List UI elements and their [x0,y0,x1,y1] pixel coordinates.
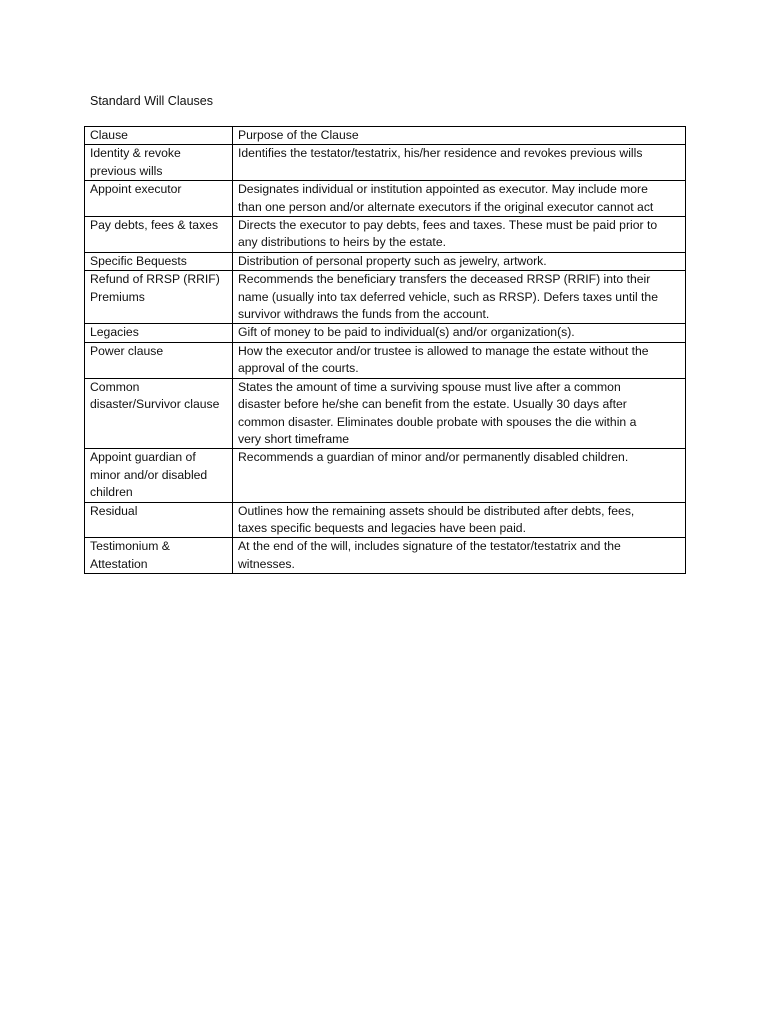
clause-cell [85,145,233,181]
purpose-line: At the end of the will, includes signature of the testator/testatrix and the [238,539,621,554]
purpose-cell [233,324,686,342]
table-row [85,217,686,253]
table-row [85,271,686,324]
clause-cell [85,502,233,538]
purpose-cell [233,342,686,378]
purpose-line: witnesses. [238,556,295,571]
purpose-cell [233,271,686,324]
purpose-line: Recommends the beneficiary transfers the deceased RRSP (RRIF) into their [238,272,651,287]
clause-line: Power clause [90,343,164,358]
clause-line: Testimonium & [90,539,170,554]
table-row [85,252,686,270]
purpose-line: name (usually into tax deferred vehicle, such as RRSP). Defers taxes until the [238,289,658,304]
clause-cell [85,217,233,253]
clause-cell [85,449,233,502]
clause-cell [85,252,233,270]
purpose-cell [233,449,686,502]
clause-line: Specific Bequests [90,253,187,268]
purpose-cell [233,252,686,270]
clause-line: previous wills [90,163,163,178]
clause-line: Legacies [90,325,139,340]
clause-line: Refund of RRSP (RRIF) [90,272,220,287]
document-title: Standard Will Clauses [90,94,213,108]
table-row [85,324,686,342]
purpose-cell [233,217,686,253]
clause-cell [85,538,233,574]
purpose-line: disaster before he/she can benefit from the estate. Usually 30 days after [238,397,627,412]
purpose-cell [233,502,686,538]
purpose-line: Recommends a guardian of minor and/or permanently disabled children. [238,450,629,465]
clause-line: Premiums [90,289,145,304]
purpose-line: States the amount of time a surviving spouse must live after a common [238,379,621,394]
purpose-cell [233,181,686,217]
table-row [85,342,686,378]
clause-line: Pay debts, fees & taxes [90,218,219,233]
clause-cell [85,181,233,217]
table-row [85,502,686,538]
table-row [85,378,686,449]
purpose-line: common disaster. Eliminates double probate with spouses the die within a [238,414,637,429]
clause-line: Common [90,379,140,394]
clause-line: Appoint guardian of [90,450,196,465]
table-row [85,145,686,181]
clause-cell [85,271,233,324]
clause-line: Identity & revoke [90,146,181,161]
table-row [85,181,686,217]
clause-line: Appoint executor [90,182,182,197]
purpose-line: taxes specific bequests and legacies have been paid. [238,520,526,535]
clause-line: Attestation [90,556,148,571]
purpose-cell [233,145,686,181]
purpose-line: Directs the executor to pay debts, fees and taxes. These must be paid prior to [238,218,658,233]
will-clauses-table [84,126,686,574]
clause-line: Residual [90,503,138,518]
purpose-line: survivor withdraws the funds from the account. [238,307,490,322]
table-header-row [85,127,686,145]
purpose-line: very short timeframe [238,431,350,446]
purpose-line: Identifies the testator/testatrix, his/her residence and revokes previous wills [238,146,643,161]
purpose-line: Outlines how the remaining assets should be distributed after debts, fees, [238,503,635,518]
purpose-line: Gift of money to be paid to individual(s) and/or organization(s). [238,325,575,340]
purpose-line: Designates individual or institution appointed as executor. May include more [238,182,648,197]
clause-cell [85,324,233,342]
header-purpose: Purpose of the Clause [233,127,686,145]
purpose-line: Distribution of personal property such as jewelry, artwork. [238,253,547,268]
purpose-cell [233,378,686,449]
purpose-line: How the executor and/or trustee is allowed to manage the estate without the [238,343,649,358]
header-clause: Clause [85,127,233,145]
clause-cell [85,378,233,449]
table-row [85,449,686,502]
clause-line: minor and/or disabled [90,467,208,482]
clause-line: children [90,485,133,500]
clause-line: disaster/Survivor clause [90,397,220,412]
table-body [85,145,686,574]
purpose-line: approval of the courts. [238,361,359,376]
purpose-line: than one person and/or alternate executors if the original executor cannot act [238,199,654,214]
table-row [85,538,686,574]
clause-cell [85,342,233,378]
purpose-cell [233,538,686,574]
purpose-line: any distributions to heirs by the estate. [238,235,446,250]
